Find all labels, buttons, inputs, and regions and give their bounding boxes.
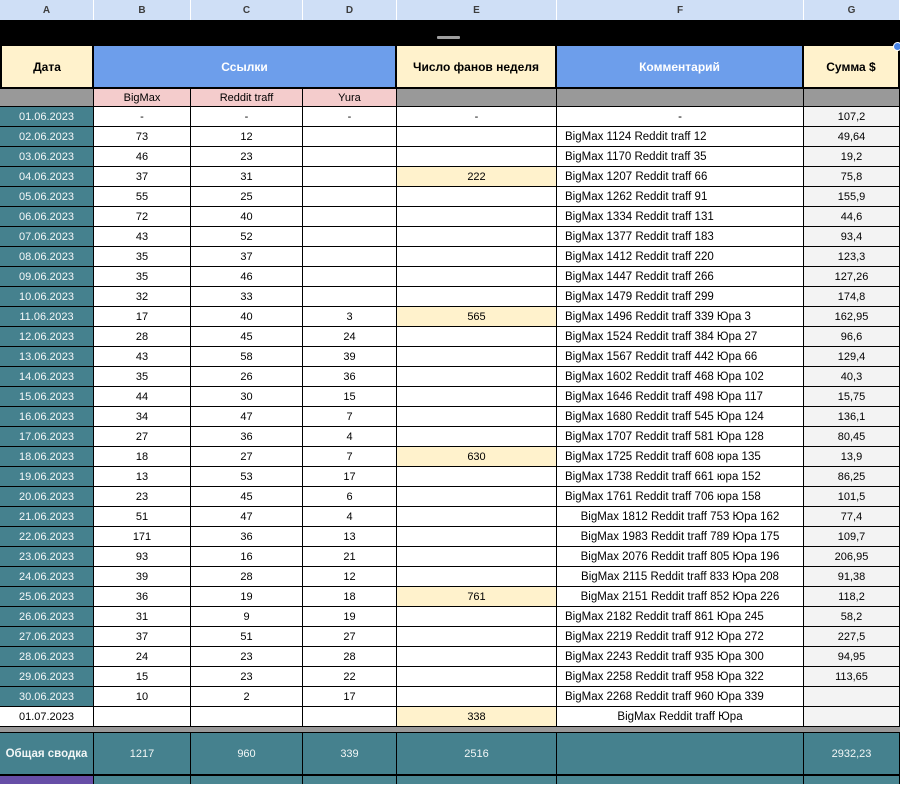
- fans-cell[interactable]: [397, 667, 557, 687]
- bigmax-cell[interactable]: 37: [94, 627, 191, 647]
- comment-cell[interactable]: BigMax 2151 Reddit traff 852 Юра 226: [557, 587, 804, 607]
- reddit-traff-cell[interactable]: 45: [191, 327, 303, 347]
- table-row: [0, 587, 900, 607]
- reddit-traff-cell[interactable]: 36: [191, 427, 303, 447]
- header-cell-links[interactable]: Ссылки: [94, 44, 397, 89]
- yura-cell[interactable]: 15: [303, 387, 397, 407]
- bigmax-cell[interactable]: 28: [94, 327, 191, 347]
- bigmax-cell[interactable]: 31: [94, 607, 191, 627]
- bigmax-cell[interactable]: 15: [94, 667, 191, 687]
- bigmax-cell[interactable]: 93: [94, 547, 191, 567]
- fans-cell[interactable]: [397, 647, 557, 667]
- fans-cell[interactable]: [397, 327, 557, 347]
- sum-cell[interactable]: 155,9: [804, 187, 900, 207]
- date-cell[interactable]: 16.06.2023: [0, 407, 94, 427]
- table-row: [0, 367, 900, 387]
- yura-cell[interactable]: [303, 167, 397, 187]
- comment-cell[interactable]: BigMax 1124 Reddit traff 12: [557, 127, 804, 147]
- table-row: [0, 567, 900, 587]
- bigmax-cell[interactable]: 18: [94, 447, 191, 467]
- fans-cell[interactable]: [397, 427, 557, 447]
- table-row: [0, 447, 900, 467]
- sum-cell[interactable]: 15,75: [804, 387, 900, 407]
- yura-cell[interactable]: 19: [303, 607, 397, 627]
- fans-cell[interactable]: [397, 127, 557, 147]
- date-cell[interactable]: 04.06.2023: [0, 167, 94, 187]
- sum-cell[interactable]: 127,26: [804, 267, 900, 287]
- comment-cell[interactable]: BigMax 1567 Reddit traff 442 Юра 66: [557, 347, 804, 367]
- sum-cell[interactable]: 96,6: [804, 327, 900, 347]
- bigmax-cell[interactable]: 44: [94, 387, 191, 407]
- date-cell[interactable]: 11.06.2023: [0, 307, 94, 327]
- yura-cell[interactable]: 13: [303, 527, 397, 547]
- sum-cell[interactable]: 91,38: [804, 567, 900, 587]
- yura-cell[interactable]: 27: [303, 627, 397, 647]
- sum-cell[interactable]: 206,95: [804, 547, 900, 567]
- sum-cell[interactable]: 80,45: [804, 427, 900, 447]
- collapsed-row-indicator[interactable]: [437, 36, 460, 39]
- bigmax-cell[interactable]: 32: [94, 287, 191, 307]
- sum-cell[interactable]: 19,2: [804, 147, 900, 167]
- yura-cell[interactable]: 36: [303, 367, 397, 387]
- date-cell[interactable]: 07.06.2023: [0, 227, 94, 247]
- summary-fans-total[interactable]: 2516: [397, 733, 557, 774]
- column-letter[interactable]: G: [804, 0, 900, 20]
- date-cell[interactable]: 10.06.2023: [0, 287, 94, 307]
- date-cell[interactable]: 08.06.2023: [0, 247, 94, 267]
- sum-cell[interactable]: 86,25: [804, 467, 900, 487]
- summary-row: [0, 733, 900, 776]
- bigmax-cell[interactable]: [94, 707, 191, 727]
- fans-cell[interactable]: [397, 487, 557, 507]
- comment-cell[interactable]: -: [557, 107, 804, 127]
- yura-cell[interactable]: [303, 267, 397, 287]
- date-cell[interactable]: 12.06.2023: [0, 327, 94, 347]
- date-cell[interactable]: 17.06.2023: [0, 427, 94, 447]
- column-letter[interactable]: F: [557, 0, 804, 20]
- reddit-traff-cell[interactable]: 46: [191, 267, 303, 287]
- yura-cell[interactable]: 4: [303, 427, 397, 447]
- date-cell[interactable]: 15.06.2023: [0, 387, 94, 407]
- fans-cell[interactable]: 222: [397, 167, 557, 187]
- yura-cell[interactable]: 21: [303, 547, 397, 567]
- header-cell-comment[interactable]: Комментарий: [557, 44, 804, 89]
- date-cell[interactable]: 21.06.2023: [0, 507, 94, 527]
- reddit-traff-cell[interactable]: 9: [191, 607, 303, 627]
- bigmax-cell[interactable]: -: [94, 107, 191, 127]
- table-row: [0, 647, 900, 667]
- reddit-traff-cell[interactable]: 53: [191, 467, 303, 487]
- reddit-traff-cell[interactable]: 26: [191, 367, 303, 387]
- sum-cell[interactable]: 109,7: [804, 527, 900, 547]
- table-row: [0, 487, 900, 507]
- table-row: [0, 147, 900, 167]
- column-letter[interactable]: A: [0, 0, 94, 20]
- bigmax-cell[interactable]: 23: [94, 487, 191, 507]
- data-rows: [0, 107, 900, 727]
- fans-cell[interactable]: [397, 687, 557, 707]
- reddit-traff-cell[interactable]: 47: [191, 507, 303, 527]
- date-cell[interactable]: 01.06.2023: [0, 107, 94, 127]
- bigmax-cell[interactable]: 36: [94, 587, 191, 607]
- sum-cell[interactable]: 13,9: [804, 447, 900, 467]
- comment-cell[interactable]: BigMax 1680 Reddit traff 545 Юра 124: [557, 407, 804, 427]
- date-cell[interactable]: 13.06.2023: [0, 347, 94, 367]
- table-row: [0, 687, 900, 707]
- yura-cell[interactable]: 7: [303, 407, 397, 427]
- yura-cell[interactable]: [303, 147, 397, 167]
- date-cell[interactable]: 29.06.2023: [0, 667, 94, 687]
- sum-cell[interactable]: 113,65: [804, 667, 900, 687]
- summary-yura-total[interactable]: 339: [303, 733, 397, 774]
- sum-cell[interactable]: 136,1: [804, 407, 900, 427]
- fans-cell[interactable]: [397, 527, 557, 547]
- yura-cell[interactable]: 24: [303, 327, 397, 347]
- fans-cell[interactable]: [397, 547, 557, 567]
- reddit-traff-cell[interactable]: -: [191, 107, 303, 127]
- sum-cell[interactable]: 44,6: [804, 207, 900, 227]
- subheader-cell-empty-a[interactable]: [0, 89, 94, 107]
- yura-cell[interactable]: 12: [303, 567, 397, 587]
- fans-cell[interactable]: [397, 407, 557, 427]
- header-cell-fans[interactable]: Число фанов неделя: [397, 44, 557, 89]
- fans-cell[interactable]: [397, 367, 557, 387]
- bigmax-cell[interactable]: 43: [94, 227, 191, 247]
- comment-cell[interactable]: BigMax 1207 Reddit traff 66: [557, 167, 804, 187]
- reddit-traff-cell[interactable]: 23: [191, 147, 303, 167]
- fans-cell[interactable]: [397, 627, 557, 647]
- date-cell[interactable]: 25.06.2023: [0, 587, 94, 607]
- comment-cell[interactable]: BigMax 1707 Reddit traff 581 Юра 128: [557, 427, 804, 447]
- bigmax-cell[interactable]: 24: [94, 647, 191, 667]
- reddit-traff-cell[interactable]: 58: [191, 347, 303, 367]
- sum-cell[interactable]: 174,8: [804, 287, 900, 307]
- subheader-cell-yura[interactable]: Yura: [303, 89, 397, 107]
- reddit-traff-cell[interactable]: 45: [191, 487, 303, 507]
- fans-cell[interactable]: 565: [397, 307, 557, 327]
- fans-cell[interactable]: [397, 227, 557, 247]
- comment-cell[interactable]: BigMax 1524 Reddit traff 384 Юра 27: [557, 327, 804, 347]
- fans-cell[interactable]: [397, 347, 557, 367]
- fans-cell[interactable]: 761: [397, 587, 557, 607]
- fans-cell[interactable]: -: [397, 107, 557, 127]
- column-letter[interactable]: C: [191, 0, 303, 20]
- bigmax-cell[interactable]: 35: [94, 367, 191, 387]
- reddit-traff-cell[interactable]: 40: [191, 307, 303, 327]
- bigmax-cell[interactable]: 13: [94, 467, 191, 487]
- table-row: [0, 307, 900, 327]
- date-cell[interactable]: 02.06.2023: [0, 127, 94, 147]
- comment-cell[interactable]: BigMax 1447 Reddit traff 266: [557, 267, 804, 287]
- sum-cell[interactable]: 49,64: [804, 127, 900, 147]
- table-row: [0, 127, 900, 147]
- sum-cell[interactable]: 58,2: [804, 607, 900, 627]
- date-cell[interactable]: 20.06.2023: [0, 487, 94, 507]
- yura-cell[interactable]: [303, 187, 397, 207]
- reddit-traff-cell[interactable]: 31: [191, 167, 303, 187]
- yura-cell[interactable]: 7: [303, 447, 397, 467]
- table-row: [0, 467, 900, 487]
- fans-cell[interactable]: [397, 467, 557, 487]
- reddit-traff-cell[interactable]: 25: [191, 187, 303, 207]
- subheader-cell-empty-e[interactable]: [397, 89, 557, 107]
- comment-cell[interactable]: BigMax 1761 Reddit traff 706 юра 158: [557, 487, 804, 507]
- reddit-traff-cell[interactable]: 51: [191, 627, 303, 647]
- subheader-cell-empty-g[interactable]: [804, 89, 900, 107]
- summary-bigmax-total[interactable]: 1217: [94, 733, 191, 774]
- bigmax-cell[interactable]: 35: [94, 267, 191, 287]
- sum-cell[interactable]: [804, 687, 900, 707]
- yura-cell[interactable]: 4: [303, 507, 397, 527]
- bigmax-cell[interactable]: 72: [94, 207, 191, 227]
- fans-cell[interactable]: [397, 247, 557, 267]
- sum-cell[interactable]: 118,2: [804, 587, 900, 607]
- summary-label[interactable]: Общая сводка: [0, 733, 94, 774]
- comment-cell[interactable]: BigMax 1983 Reddit traff 789 Юра 175: [557, 527, 804, 547]
- sum-cell[interactable]: 77,4: [804, 507, 900, 527]
- table-row: [0, 267, 900, 287]
- comment-cell[interactable]: BigMax 2258 Reddit traff 958 Юра 322: [557, 667, 804, 687]
- summary-comment-cell[interactable]: [557, 733, 804, 774]
- partial-cell-purple[interactable]: [0, 776, 94, 784]
- sum-cell[interactable]: 107,2: [804, 107, 900, 127]
- table-row: [0, 427, 900, 447]
- table-row: [0, 287, 900, 307]
- partial-next-row: [0, 776, 900, 784]
- yura-cell[interactable]: [303, 707, 397, 727]
- bigmax-cell[interactable]: 46: [94, 147, 191, 167]
- reddit-traff-cell[interactable]: 33: [191, 287, 303, 307]
- fans-cell[interactable]: [397, 147, 557, 167]
- subheader-cell-reddit[interactable]: Reddit traff: [191, 89, 303, 107]
- bigmax-cell[interactable]: 27: [94, 427, 191, 447]
- fans-cell[interactable]: [397, 507, 557, 527]
- comment-cell[interactable]: BigMax 2219 Reddit traff 912 Юра 272: [557, 627, 804, 647]
- yura-cell[interactable]: [303, 247, 397, 267]
- subheader-cell-empty-f[interactable]: [557, 89, 804, 107]
- bigmax-cell[interactable]: 34: [94, 407, 191, 427]
- fans-cell[interactable]: 338: [397, 707, 557, 727]
- comment-cell[interactable]: BigMax 1479 Reddit traff 299: [557, 287, 804, 307]
- table-row: [0, 327, 900, 347]
- partial-cell[interactable]: [94, 776, 191, 784]
- column-letter[interactable]: B: [94, 0, 191, 20]
- bigmax-cell[interactable]: 51: [94, 507, 191, 527]
- sum-cell[interactable]: 93,4: [804, 227, 900, 247]
- reddit-traff-cell[interactable]: 47: [191, 407, 303, 427]
- date-cell[interactable]: 19.06.2023: [0, 467, 94, 487]
- bigmax-cell[interactable]: 17: [94, 307, 191, 327]
- comment-cell[interactable]: BigMax 1646 Reddit traff 498 Юра 117: [557, 387, 804, 407]
- yura-cell[interactable]: 6: [303, 487, 397, 507]
- table-row: [0, 167, 900, 187]
- bigmax-cell[interactable]: 171: [94, 527, 191, 547]
- comment-cell[interactable]: BigMax 2182 Reddit traff 861 Юра 245: [557, 607, 804, 627]
- reddit-traff-cell[interactable]: 23: [191, 667, 303, 687]
- fans-cell[interactable]: [397, 567, 557, 587]
- yura-cell[interactable]: [303, 127, 397, 147]
- table-row: [0, 347, 900, 367]
- fans-cell[interactable]: [397, 187, 557, 207]
- comment-cell[interactable]: BigMax 1812 Reddit traff 753 Юра 162: [557, 507, 804, 527]
- header-cell-sum[interactable]: [804, 44, 900, 89]
- fans-cell[interactable]: [397, 287, 557, 307]
- reddit-traff-cell[interactable]: 23: [191, 647, 303, 667]
- summary-reddit-total[interactable]: 960: [191, 733, 303, 774]
- date-cell[interactable]: 09.06.2023: [0, 267, 94, 287]
- date-cell[interactable]: 03.06.2023: [0, 147, 94, 167]
- comment-cell[interactable]: BigMax Reddit traff Юра: [557, 707, 804, 727]
- bigmax-cell[interactable]: 39: [94, 567, 191, 587]
- table-row: [0, 547, 900, 567]
- yura-cell[interactable]: [303, 287, 397, 307]
- sum-cell[interactable]: 75,8: [804, 167, 900, 187]
- comment-cell[interactable]: BigMax 1170 Reddit traff 35: [557, 147, 804, 167]
- subheader-cell-bigmax[interactable]: BigMax: [94, 89, 191, 107]
- date-cell[interactable]: 06.06.2023: [0, 207, 94, 227]
- reddit-traff-cell[interactable]: 2: [191, 687, 303, 707]
- date-cell[interactable]: 23.06.2023: [0, 547, 94, 567]
- table-row: [0, 207, 900, 227]
- comment-cell[interactable]: BigMax 1738 Reddit traff 661 юра 152: [557, 467, 804, 487]
- comment-cell[interactable]: BigMax 1496 Reddit traff 339 Юра 3: [557, 307, 804, 327]
- table-row: [0, 607, 900, 627]
- sum-cell[interactable]: [804, 707, 900, 727]
- yura-cell[interactable]: [303, 227, 397, 247]
- reddit-traff-cell[interactable]: [191, 707, 303, 727]
- date-cell[interactable]: 05.06.2023: [0, 187, 94, 207]
- comment-cell[interactable]: BigMax 1602 Reddit traff 468 Юра 102: [557, 367, 804, 387]
- fans-cell[interactable]: [397, 607, 557, 627]
- date-cell[interactable]: 14.06.2023: [0, 367, 94, 387]
- table-row: [0, 227, 900, 247]
- table-row: [0, 387, 900, 407]
- table-row: [0, 247, 900, 267]
- date-cell[interactable]: 27.06.2023: [0, 627, 94, 647]
- comment-cell[interactable]: BigMax 2243 Reddit traff 935 Юра 300: [557, 647, 804, 667]
- sum-cell[interactable]: 123,3: [804, 247, 900, 267]
- sum-cell[interactable]: 227,5: [804, 627, 900, 647]
- sum-cell[interactable]: 162,95: [804, 307, 900, 327]
- sum-cell[interactable]: 94,95: [804, 647, 900, 667]
- yura-cell[interactable]: 17: [303, 467, 397, 487]
- yura-cell[interactable]: 28: [303, 647, 397, 667]
- reddit-traff-cell[interactable]: 16: [191, 547, 303, 567]
- date-cell[interactable]: 18.06.2023: [0, 447, 94, 467]
- reddit-traff-cell[interactable]: 30: [191, 387, 303, 407]
- date-cell[interactable]: 28.06.2023: [0, 647, 94, 667]
- yura-cell[interactable]: 3: [303, 307, 397, 327]
- date-cell[interactable]: 26.06.2023: [0, 607, 94, 627]
- comment-cell[interactable]: BigMax 1334 Reddit traff 131: [557, 207, 804, 227]
- fans-cell[interactable]: [397, 207, 557, 227]
- reddit-traff-cell[interactable]: 19: [191, 587, 303, 607]
- bigmax-cell[interactable]: 73: [94, 127, 191, 147]
- sum-cell[interactable]: 101,5: [804, 487, 900, 507]
- comment-cell[interactable]: BigMax 1412 Reddit traff 220: [557, 247, 804, 267]
- table-row: [0, 407, 900, 427]
- yura-cell[interactable]: 22: [303, 667, 397, 687]
- date-cell[interactable]: 01.07.2023: [0, 707, 94, 727]
- yura-cell[interactable]: [303, 207, 397, 227]
- comment-cell[interactable]: BigMax 2268 Reddit traff 960 Юра 339: [557, 687, 804, 707]
- table-row: [0, 707, 900, 727]
- bigmax-cell[interactable]: 43: [94, 347, 191, 367]
- reddit-traff-cell[interactable]: 27: [191, 447, 303, 467]
- header-cell-date[interactable]: Дата: [0, 44, 94, 89]
- header-sum-label: Сумма $: [826, 59, 876, 74]
- bigmax-cell[interactable]: 55: [94, 187, 191, 207]
- comment-cell[interactable]: BigMax 1262 Reddit traff 91: [557, 187, 804, 207]
- table-row: [0, 527, 900, 547]
- column-letter[interactable]: E: [397, 0, 557, 20]
- sum-cell[interactable]: 129,4: [804, 347, 900, 367]
- bigmax-cell[interactable]: 35: [94, 247, 191, 267]
- partial-cell[interactable]: [303, 776, 397, 784]
- column-letter[interactable]: D: [303, 0, 397, 20]
- fans-cell[interactable]: [397, 267, 557, 287]
- reddit-traff-cell[interactable]: 36: [191, 527, 303, 547]
- header-row: [0, 44, 900, 89]
- partial-cell[interactable]: [397, 776, 557, 784]
- reddit-traff-cell[interactable]: 12: [191, 127, 303, 147]
- comment-cell[interactable]: BigMax 2076 Reddit traff 805 Юра 196: [557, 547, 804, 567]
- bigmax-cell[interactable]: 37: [94, 167, 191, 187]
- table-row: [0, 627, 900, 647]
- partial-cell[interactable]: [557, 776, 804, 784]
- partial-cell[interactable]: [804, 776, 900, 784]
- yura-cell[interactable]: -: [303, 107, 397, 127]
- yura-cell[interactable]: 18: [303, 587, 397, 607]
- reddit-traff-cell[interactable]: 28: [191, 567, 303, 587]
- date-cell[interactable]: 24.06.2023: [0, 567, 94, 587]
- date-cell[interactable]: 22.06.2023: [0, 527, 94, 547]
- reddit-traff-cell[interactable]: 40: [191, 207, 303, 227]
- reddit-traff-cell[interactable]: 52: [191, 227, 303, 247]
- fans-cell[interactable]: [397, 387, 557, 407]
- comment-indicator-dot[interactable]: [893, 42, 900, 51]
- table-row: [0, 667, 900, 687]
- yura-cell[interactable]: 39: [303, 347, 397, 367]
- table-row: [0, 507, 900, 527]
- sum-cell[interactable]: 40,3: [804, 367, 900, 387]
- fans-cell[interactable]: 630: [397, 447, 557, 467]
- table-row: [0, 107, 900, 127]
- reddit-traff-cell[interactable]: 37: [191, 247, 303, 267]
- partial-cell[interactable]: [191, 776, 303, 784]
- subheader-row: [0, 89, 900, 107]
- hidden-rows-band: [0, 20, 900, 44]
- column-letter-row: [0, 0, 900, 20]
- bigmax-cell[interactable]: 10: [94, 687, 191, 707]
- summary-sum-total[interactable]: 2932,23: [804, 733, 900, 774]
- comment-cell[interactable]: BigMax 1377 Reddit traff 183: [557, 227, 804, 247]
- comment-cell[interactable]: BigMax 1725 Reddit traff 608 юра 135: [557, 447, 804, 467]
- table-row: [0, 187, 900, 207]
- comment-cell[interactable]: BigMax 2115 Reddit traff 833 Юра 208: [557, 567, 804, 587]
- date-cell[interactable]: 30.06.2023: [0, 687, 94, 707]
- yura-cell[interactable]: 17: [303, 687, 397, 707]
